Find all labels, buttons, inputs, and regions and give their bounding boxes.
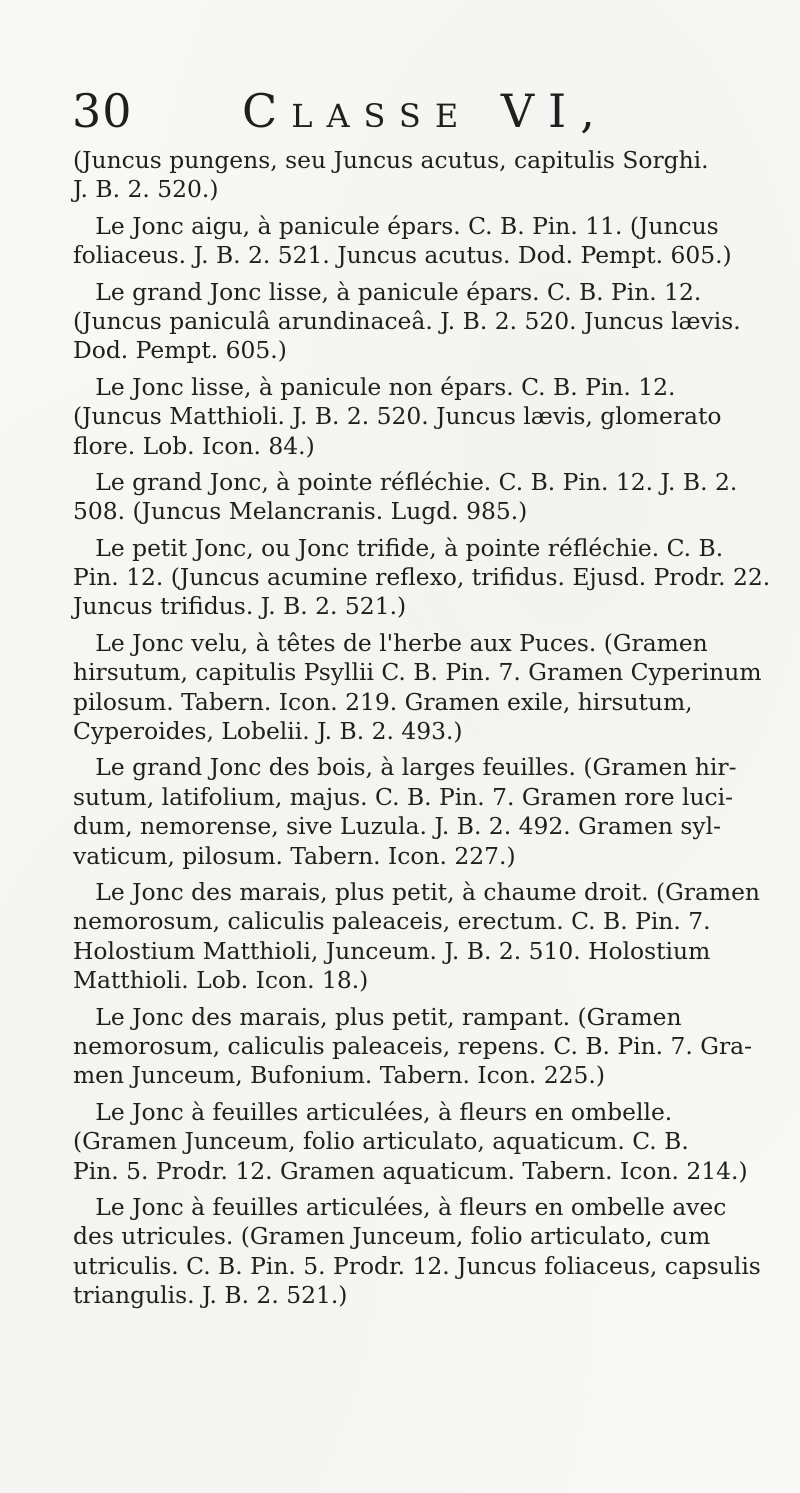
text-line: sutum, latifolium, majus. C. B. Pin. 7. Gramen rore luci- (73, 782, 734, 811)
text-line: 508. (Juncus Melancranis. Lugd. 985.) (73, 497, 528, 526)
text-line: flore. Lob. Icon. 84.) (73, 431, 315, 460)
text-line: utriculis. C. B. Pin. 5. Prodr. 12. Juncus foliaceus, capsulis (73, 1251, 761, 1280)
page-header (72, 86, 732, 146)
text-line: nemorosum, caliculis paleaceis, repens. C. B. Pin. 7. Gra- (73, 1031, 753, 1060)
text-line: (Juncus pungens, seu Juncus acutus, capitulis Sorghi. (73, 146, 709, 174)
text-line: Le grand Jonc lisse, à panicule épars. C. B. Pin. 12. (73, 277, 702, 306)
text-line: triangulis. J. B. 2. 521.) (73, 1281, 348, 1310)
text-line: Pin. 12. (Juncus acumine reflexo, trifidus. Ejusd. Prodr. 22. (73, 563, 771, 592)
text-line: Le Jonc à feuilles articulées, à fleurs en ombelle avec (73, 1192, 727, 1221)
text-line: Matthioli. Lob. Icon. 18.) (73, 966, 369, 995)
text-line: des utricules. (Gramen Junceum, folio articulato, cum (73, 1222, 711, 1251)
body-text (73, 146, 771, 1310)
text-line: vaticum, pilosum. Tabern. Icon. 227.) (73, 841, 516, 870)
running-head: Classe VI, (242, 84, 609, 138)
text-line: pilosum. Tabern. Icon. 219. Gramen exile, hirsutum, (73, 687, 693, 716)
text-line: J. B. 2. 520.) (73, 175, 219, 204)
text-line: Le grand Jonc des bois, à larges feuilles. (Gramen hir- (73, 753, 737, 782)
text-line: Le petit Jonc, ou Jonc trifide, à pointe réfléchie. C. B. (73, 533, 724, 562)
text-line: Le Jonc velu, à têtes de l'herbe aux Puces. (Gramen (73, 628, 708, 657)
text-line: Le Jonc aigu, à panicule épars. C. B. Pin. 11. (Juncus (73, 211, 719, 240)
text-line: (Juncus paniculâ arundinaceâ. J. B. 2. 520. Juncus lævis. (73, 306, 741, 335)
text-line: Dod. Pempt. 605.) (73, 336, 287, 365)
text-line: Juncus trifidus. J. B. 2. 521.) (73, 592, 407, 621)
text-line: (Juncus Matthioli. J. B. 2. 520. Juncus lævis, glomerato (73, 402, 722, 431)
text-line: nemorosum, caliculis paleaceis, erectum. C. B. Pin. 7. (73, 907, 711, 936)
text-line: Le grand Jonc, à pointe réfléchie. C. B. Pin. 12. J. B. 2. (73, 467, 738, 496)
text-line: Le Jonc à feuilles articulées, à fleurs en ombelle. (73, 1097, 673, 1126)
text-line: dum, nemorense, sive Luzula. J. B. 2. 492. Gramen syl- (73, 812, 722, 841)
text-line: foliaceus. J. B. 2. 521. Juncus acutus. Dod. Pempt. 605.) (73, 241, 732, 270)
text-line: hirsutum, capitulis Psyllii C. B. Pin. 7. Gramen Cyperinum (73, 658, 762, 687)
text-line: Le Jonc lisse, à panicule non épars. C. B. Pin. 12. (73, 372, 676, 401)
text-line: (Gramen Junceum, folio articulato, aquaticum. C. B. (73, 1127, 689, 1156)
page-number: 30 (72, 84, 133, 138)
text-line: Cyperoides, Lobelii. J. B. 2. 493.) (73, 717, 463, 746)
text-line: men Junceum, Bufonium. Tabern. Icon. 225.) (73, 1061, 605, 1090)
text-line: Le Jonc des marais, plus petit, rampant. (Gramen (73, 1002, 682, 1031)
text-line: Holostium Matthioli, Junceum. J. B. 2. 510. Holostium (73, 936, 711, 965)
text-line: Pin. 5. Prodr. 12. Gramen aquaticum. Tabern. Icon. 214.) (73, 1156, 748, 1185)
text-line: Le Jonc des marais, plus petit, à chaume droit. (Gramen (73, 877, 760, 906)
